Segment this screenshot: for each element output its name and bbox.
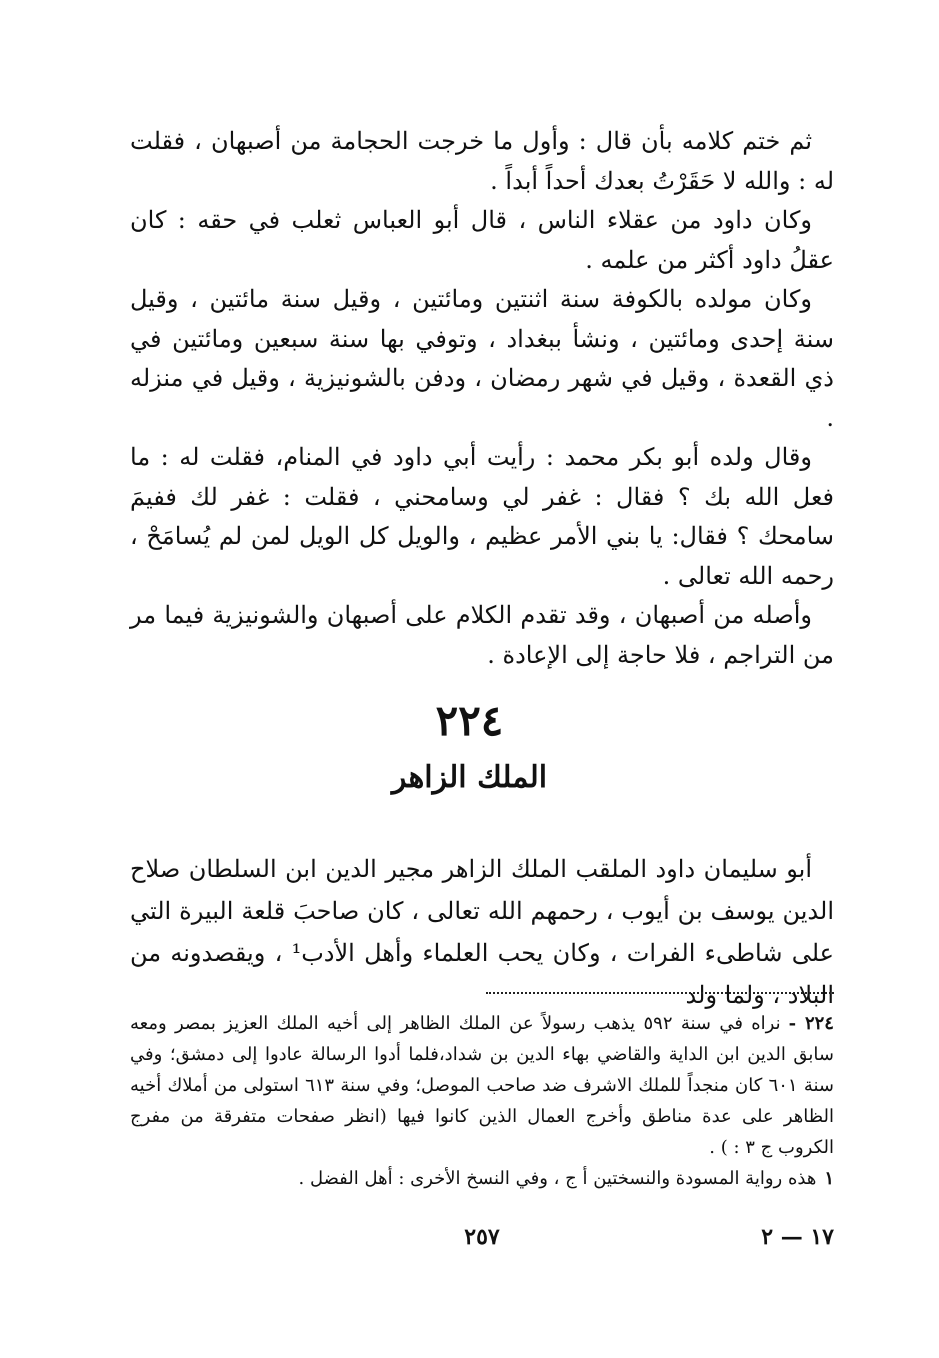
page-number: ٢٥٧ bbox=[464, 1224, 500, 1250]
paragraph: وكان داود من عقلاء الناس ، قال أبو العباس ثعلب في حقه : كان عقلُ داود أكثر من علمه . bbox=[130, 206, 834, 274]
paragraph: ثم ختم كلامه بأن قال : وأول ما خرجت الحجامة من أصبهان ، فقلت له : والله لا حَقَرْتُ بعدك أحداً أبداً . bbox=[130, 127, 834, 195]
entry-text bbox=[130, 848, 834, 1016]
paragraph: وكان مولده بالكوفة سنة اثنتين ومائتين ، وقيل سنة مائتين ، وقيل سنة إحدى ومائتين ، ونشأ ببغداد ، وتوفي بها سنة سبعين ومائتين في ذي القعدة ، وقيل في شهر رمضان ، ودفن بالشونيزية ، وقيل في منزله . bbox=[130, 285, 834, 432]
footnote bbox=[130, 1008, 834, 1163]
paragraph: وقال ولده أبو بكر محمد : رأيت أبي داود في المنام، فقلت له : ما فعل الله بك ؟ فقال : غفر لي وسامحني ، فقلت : غفر لك ففيمَ سامحك ؟ فقال: يا بني الأمر عظيم ، والويل كل الويل لمن لم يُسامَحْ ، رحمه الله تعالى . bbox=[130, 443, 835, 590]
footnote-marker: ١ bbox=[824, 1168, 834, 1189]
entry-title: الملك الزاهر bbox=[391, 760, 548, 795]
paragraph: أبو سليمان داود الملقب الملك الزاهر مجير الدين ابن السلطان صلاح الدين يوسف بن أيوب ، رحمهم الله تعالى ، كان صاحبَ قلعة البيرة التي على شاطىء الفرات ، وكان يحب العلماء وأهل الأدب¹ ، ويقصدونه من البلاد ، ولما ولد bbox=[130, 855, 834, 1009]
footnote-text: هذه رواية المسودة والنسختين أ ج ، وفي النسخ الأخرى : أهل الفضل . bbox=[298, 1168, 817, 1189]
paragraph: وأصله من أصبهان ، وقد تقدم الكلام على أصبهان والشونيزية فيما مر من التراجم ، فلا حاجة إلى الإعادة . bbox=[130, 601, 834, 669]
footnote bbox=[130, 1163, 834, 1194]
previous-entry-text bbox=[130, 122, 834, 675]
footnote-text: نراه في سنة ٥٩٢ يذهب رسولاً عن الملك الظاهر إلى أخيه الملك العزيز بمصر ومعه سابق الدين ابن الداية والقاضي بهاء الدين بن شداد،فلما أدوا الرسالة عادوا إلى دمشق؛ وفي سنة ٦٠١ كان منجداً للملك الاشرف ضد صاحب الموصل؛ وفي سنة ٦١٣ استولى من أملاك أخيه الظاهر على عدة مناطق وأخرج العمال الذين كانوا فيها (انظر صفحات متفرقة من مفرج الكروب ج ٣ : ) . bbox=[130, 1013, 834, 1158]
page-footer bbox=[130, 1224, 834, 1254]
entry-number: ٢٢٤ bbox=[435, 696, 504, 745]
footnote-marker: ٢٢٤ - bbox=[788, 1013, 834, 1034]
signature-mark: ١٧ — ٢ bbox=[761, 1224, 834, 1250]
footnote-divider bbox=[486, 992, 834, 994]
footnotes bbox=[130, 1008, 834, 1194]
